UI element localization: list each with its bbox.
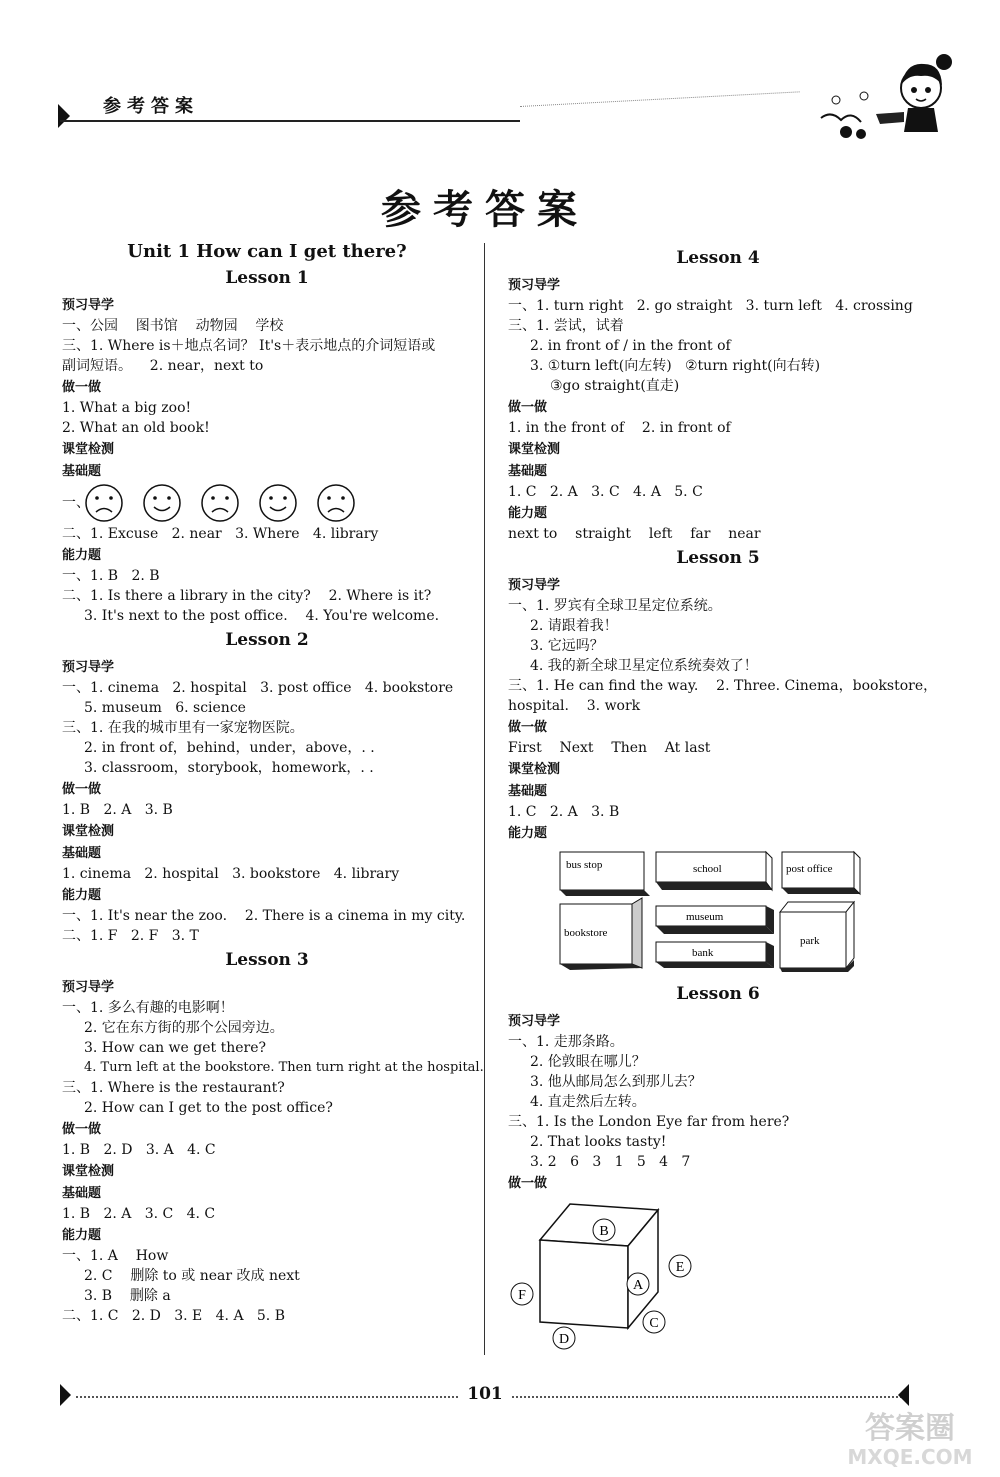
box-bank: [656, 942, 774, 968]
section-heading: 做一做: [508, 720, 548, 735]
box-label: park: [800, 935, 820, 947]
header-title: 参考答案: [103, 96, 199, 117]
answer-line: 2. That looks tasty!: [530, 1134, 667, 1150]
answer-line: 3. ①turn left(向左转) ②turn right(向右转): [530, 358, 821, 374]
cartoon-girl-icon: [806, 40, 966, 140]
box-bookstore: [560, 898, 642, 970]
section-heading: 能力题: [62, 1228, 102, 1243]
section-heading: 课堂检测: [508, 762, 561, 777]
answer-line: 1. B 2. D 3. A 4. C: [62, 1142, 216, 1158]
section-heading: 基础题: [508, 784, 548, 799]
answer-line: 三、1. Where is＋地点名词？ It's＋表示地点的介词短语或: [62, 338, 436, 354]
answer-line: hospital. 3. work: [508, 698, 641, 714]
answer-line: 3. B 删除 a: [84, 1288, 171, 1304]
answer-line: 二、1. Excuse 2. near 3. Where 4. library: [62, 526, 379, 542]
box-post-office: [782, 852, 860, 894]
page-title: 参考答案: [381, 186, 589, 233]
section-heading: 做一做: [62, 380, 102, 395]
answer-line: 一、1. 多么有趣的电影啊！: [62, 1000, 234, 1016]
box-label: school: [693, 863, 722, 875]
section-heading: 做一做: [508, 400, 548, 415]
sad-face-icon: [198, 483, 242, 523]
cube-label: A: [632, 1278, 644, 1293]
answer-line: 三、1. 尝试，试着: [508, 318, 624, 334]
section-heading: 能力题: [508, 826, 548, 841]
section-heading: 基础题: [62, 846, 102, 861]
answer-line: 2. C 删除 to 或 near 改成 next: [84, 1268, 300, 1284]
answer-line: 3. classroom，storybook，homework，. .: [84, 760, 374, 776]
section-heading: 预习导学: [508, 578, 561, 593]
section-heading: 课堂检测: [62, 1164, 115, 1179]
lesson-3-title: Lesson 3: [225, 950, 309, 970]
answer-line: 一、1. A How: [62, 1248, 169, 1264]
page-number-wrap: [0, 1384, 970, 1404]
answer-line: 2. What an old book!: [62, 420, 210, 436]
answer-line: 一、1. turn right 2. go straight 3. turn left 4. crossing: [508, 298, 913, 314]
section-heading: 课堂检测: [62, 442, 115, 457]
answer-line: 3. 2 6 3 1 5 4 7: [530, 1154, 691, 1170]
section-heading: 做一做: [62, 1122, 102, 1137]
buildings-diagram: [558, 850, 878, 980]
box-label: bank: [692, 947, 714, 959]
section-heading: 基础题: [62, 1186, 102, 1201]
answer-line: 三、1. Is the London Eye far from here?: [508, 1114, 790, 1130]
box-school: [656, 852, 772, 890]
answer-line: 1. C 2. A 3. C 4. A 5. C: [508, 484, 703, 500]
answer-line: 1. in the front of 2. in front of: [508, 420, 731, 436]
answer-line: 2. How can I get to the post office?: [84, 1100, 333, 1116]
lesson-5-title: Lesson 5: [676, 548, 760, 568]
answer-line: 3. It's next to the post office. 4. You're welcome.: [84, 608, 440, 624]
lesson-2-title: Lesson 2: [225, 630, 309, 650]
cube-diagram: [508, 1200, 708, 1350]
lesson-1-title: Lesson 1: [225, 268, 309, 288]
cube-label: D: [558, 1332, 570, 1347]
answer-line: 副词短语。 2. near，next to: [62, 358, 264, 374]
section-heading: 基础题: [508, 464, 548, 479]
answer-line: 3. 他从邮局怎么到那儿去？: [530, 1074, 702, 1090]
answer-line: 1. C 2. A 3. B: [508, 804, 620, 820]
answer-line: 一、1. 罗宾有全球卫星定位系统。: [508, 598, 722, 614]
answer-line: 二、1. Is there a library in the city? 2. Where is it?: [62, 588, 432, 604]
answer-line: 三、1. He can find the way. 2. Three. Cinema，bookstore，: [508, 678, 938, 694]
answer-line: First Next Then At last: [508, 740, 711, 756]
lesson-4-title: Lesson 4: [676, 248, 760, 268]
answer-line: 4. 直走然后左转。: [530, 1094, 646, 1110]
lesson-6-title: Lesson 6: [676, 984, 760, 1004]
answer-line: 2. in front of / in the front of: [530, 338, 731, 354]
box-museum: [656, 906, 774, 934]
answer-line: 2. 请跟着我！: [530, 618, 618, 634]
answer-line: 三、1. 在我的城市里有一家宠物医院。: [62, 720, 304, 736]
page-number: 101: [459, 1384, 511, 1404]
section-heading: 做一做: [508, 1176, 548, 1191]
column-divider: [484, 243, 485, 1355]
answer-line: 一、1. cinema 2. hospital 3. post office 4. bookstore: [62, 680, 454, 696]
section-heading: 课堂检测: [508, 442, 561, 457]
section-heading: 能力题: [508, 506, 548, 521]
box-bus-stop: [560, 852, 650, 896]
svg-text:MXQE.COM: MXQE.COM: [847, 1445, 973, 1469]
answer-line: 二、1. C 2. D 3. E 4. A 5. B: [62, 1308, 285, 1324]
header-arrow-icon: [58, 104, 70, 128]
section-heading: 课堂检测: [62, 824, 115, 839]
answer-line: 2. 它在东方街的那个公园旁边。: [84, 1020, 284, 1036]
answer-line: 1. What a big zoo!: [62, 400, 192, 416]
box-label: bus stop: [566, 859, 603, 871]
box-label: museum: [686, 911, 724, 923]
left-column: [62, 240, 484, 1326]
box-label: bookstore: [564, 927, 608, 939]
answer-line: 1. cinema 2. hospital 3. bookstore 4. library: [62, 866, 400, 882]
section-heading: 预习导学: [62, 980, 115, 995]
answer-line: 3. How can we get there?: [84, 1040, 266, 1056]
sad-face-icon: [82, 483, 126, 523]
section-heading: 能力题: [62, 548, 102, 563]
answer-line: 3. 它远吗？: [530, 638, 604, 654]
cube-label: B: [599, 1224, 609, 1239]
answer-line: next to straight left far near: [508, 526, 761, 542]
svg-text:答案圈: 答案圈: [865, 1411, 955, 1446]
cube-label: C: [649, 1316, 659, 1331]
answer-line: 1. B 2. A 3. B: [62, 802, 173, 818]
answer-line: 4. 我的新全球卫星定位系统奏效了！: [530, 658, 758, 674]
section-heading: 基础题: [62, 464, 102, 479]
cube-label: F: [518, 1288, 526, 1303]
answer-line: 一、1. 走那条路。: [508, 1034, 624, 1050]
answer-line: 一、1. B 2. B: [62, 568, 160, 584]
section-heading: 能力题: [62, 888, 102, 903]
right-column: [508, 244, 938, 1350]
faces-lead: 一、: [62, 495, 90, 511]
answer-line: 4. Turn left at the bookstore. Then turn right at the hospital.: [84, 1060, 484, 1075]
section-heading: 预习导学: [508, 1014, 561, 1029]
box-label: post office: [786, 863, 833, 875]
section-heading: 预习导学: [62, 660, 115, 675]
answer-line: 二、1. F 2. F 3. T: [62, 928, 199, 944]
section-heading: 做一做: [62, 782, 102, 797]
answer-line: 5. museum 6. science: [84, 700, 246, 716]
answer-line: 三、1. Where is the restaurant?: [62, 1080, 285, 1096]
sad-face-icon: [314, 483, 358, 523]
answer-line: 1. B 2. A 3. C 4. C: [62, 1206, 216, 1222]
section-heading: 预习导学: [62, 298, 115, 313]
answer-line: 一、公园 图书馆 动物园 学校: [62, 318, 284, 334]
header-rule: [60, 120, 520, 122]
answer-line: 一、1. It's near the zoo. 2. There is a cinema in my city.: [62, 908, 466, 924]
happy-face-icon: [256, 483, 300, 523]
faces-row: [62, 482, 472, 524]
cube-label: E: [675, 1260, 685, 1275]
answer-line: 2. 伦敦眼在哪儿？: [530, 1054, 646, 1070]
header-dotted-rule: [520, 91, 800, 107]
watermark-logo-icon: [835, 1400, 985, 1470]
unit-title: Unit 1 How can I get there?: [127, 241, 407, 262]
answer-line: 2. in front of，behind，under，above，. .: [84, 740, 375, 756]
answer-line: ③go straight(直走): [550, 378, 680, 394]
box-park: [780, 902, 854, 972]
section-heading: 预习导学: [508, 278, 561, 293]
happy-face-icon: [140, 483, 184, 523]
